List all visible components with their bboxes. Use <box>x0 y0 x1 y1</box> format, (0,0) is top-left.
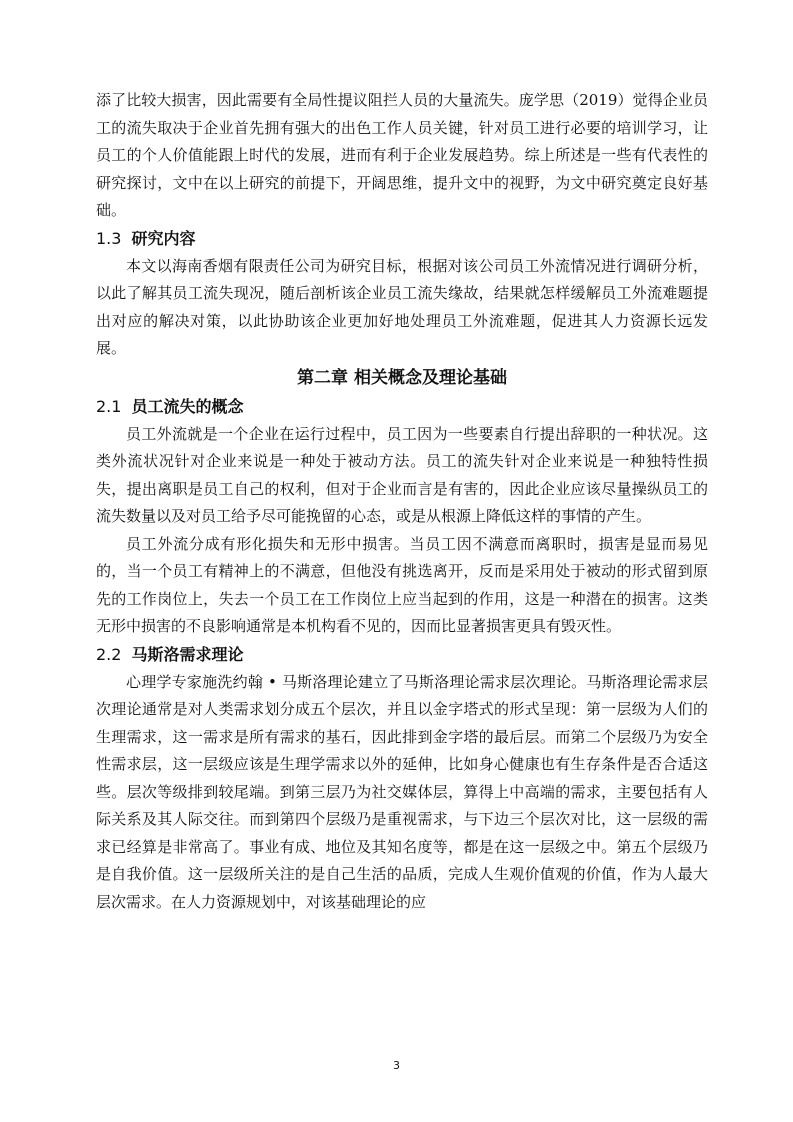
paragraph-maslow-theory: 心理学专家施洗约翰 • 马斯洛理论建立了马斯洛理论需求层次理论。马斯洛理论需求层次理论通常是对人类需求划分成五个层次，并且以金字塔式的形式呈现：第一层级为人们的生理需求，这一需求是所有需求的基石，因此排到金字塔的最后层。而第二个层级乃为安全性需求层，这一层级应该是生理学需求以外的延伸，比如身心健康也有生存条件是否合适这些。层次等级排到较尾端。到第三层乃为社交媒体层，算得上中高端的需求，主要包括有人际关系及其人际交往。而到第四个层级乃是重视需求，与下边三个层次对比，这一层级的需求已经算是非常高了。事业有成、地位及其知名度等，都是在这一层级之中。第五个层级乃是自我价值。这一层级所关注的是自己生活的品质，完成人生观价值观的价值，作为人最大层次需求。在人力资源规划中，对该基础理论的应 <box>96 672 708 911</box>
chapter-title: 第二章 相关概念及理论基础 <box>297 367 507 388</box>
section-number: 2.1 <box>96 396 122 416</box>
section-number: 2.2 <box>96 644 122 664</box>
section-title: 员工流失的概念 <box>131 396 244 416</box>
paragraph-turnover-loss: 员工外流分成有形化损失和无形中损害。当员工因不满意而离职时，损害是显而易见的，当一个员工有精神上的不满意，但他没有挑选离开，反而是采用处于被动的形式留到原先的工作岗位上，失去一个员工在工作岗位上应当起到的作用，这是一种潜在的损害。这类无形中损害的不良影响通常是本机构看不见的，因而比显著损害更具有毁灭性。 <box>96 534 708 635</box>
section-heading-2-2 <box>96 641 708 669</box>
document-body <box>96 87 708 916</box>
paragraph-research-content: 本文以海南香烟有限责任公司为研究目标，根据对该公司员工外流情况进行调研分析，以此了解其员工流失现况，随后剖析该企业员工流失缘故，结果就怎样缓解员工外流难题提出对应的解决对策，以此协助该企业更加好地处理员工外流难题，促进其人力资源长远发展。 <box>96 256 708 357</box>
section-title: 马斯洛需求理论 <box>131 644 244 664</box>
section-heading-1-3 <box>96 225 708 253</box>
page-number: 3 <box>393 1059 400 1072</box>
paragraph-turnover-definition: 员工外流就是一个企业在运行过程中，员工因为一些要素自行提出辞职的一种状况。这类外流状况针对企业来说是一种处于被动方法。员工的流失针对企业来说是一种独特性损失，提出离职是员工自己的权利，但对于企业而言是有害的，因此企业应该尽量操纵员工的流失数量以及对员工给予尽可能挽留的心态，或是从根源上降低这样的事情的产生。 <box>96 424 708 525</box>
paragraph-continuation: 添了比较大损害，因此需要有全局性提议阻拦人员的大量流失。庞学思（2019）觉得企业员工的流失取决于企业首先拥有强大的出色工作人员关键，针对员工进行必要的培训学习，让员工的个人价值能跟上时代的发展，进而有利于企业发展趋势。综上所述是一些有代表性的研究探讨，文中在以上研究的前提下，开阔思维，提升文中的视野，为文中研究奠定良好基础。 <box>96 91 708 219</box>
section-title: 研究内容 <box>131 228 196 248</box>
section-heading-2-1 <box>96 393 708 421</box>
section-number: 1.3 <box>96 228 122 248</box>
